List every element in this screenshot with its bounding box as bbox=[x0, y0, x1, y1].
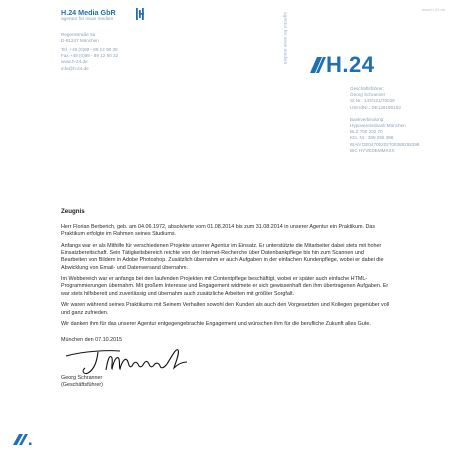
company-address bbox=[61, 32, 99, 44]
footer-logo-icon bbox=[11, 434, 33, 445]
letter-subject: Zeugnis bbox=[61, 208, 85, 215]
handwritten-signature bbox=[64, 342, 189, 376]
place-date: München den 07.10.2015 bbox=[61, 337, 123, 343]
letter-paragraph: Herr Florian Berberich, geb. am 04.06.1972, absolvierte vom 01.08.2014 bis zum 31.08.2014 in unserer Agentur ein Praktikum. Das Praktikum erfolgte im Rahmen seines Studiums. bbox=[61, 224, 376, 238]
signer-name: Georg Schranner bbox=[61, 375, 103, 381]
signer-title: (Geschäftsführer) bbox=[61, 382, 103, 389]
bank-line: BIC HYVEDEMMXXX bbox=[350, 147, 395, 153]
management-line: St.Nr.: 143/121/70029 bbox=[350, 98, 395, 104]
letter-paragraph: Wir danken ihm für das unserer Agentur entgegengebrachte Engagement und wünschen ihm für die berufliche Zukunft alles Gute. bbox=[61, 321, 371, 328]
company-name: H.24 Media GbR bbox=[61, 8, 116, 17]
address-line: D-81247 München bbox=[61, 38, 99, 44]
logo-text: H.24 bbox=[326, 52, 375, 77]
phone-line: Tel. +49 (0)89 - 89 12 90 30 bbox=[61, 47, 118, 52]
email-line: info@h-24.de bbox=[61, 65, 89, 71]
bank-line: Kto. Nr.: 389 255 398 bbox=[350, 135, 394, 141]
letter-paragraph: Wir waren während seines Praktikums mit Seinem Verhalten sowohl den Kunden als auch den Vorgesetzten und Kollegen gegenüber voll und ganz zufrieden. bbox=[61, 302, 390, 316]
bank-line: Hypovereinsbank München bbox=[350, 123, 406, 129]
fax-line: Fax +49 (0)89 - 89 12 90 32 bbox=[61, 53, 119, 59]
sidebar-info bbox=[350, 86, 446, 154]
logo-slashes-icon bbox=[306, 57, 326, 73]
letter-paragraph: Im Webbereich war er anfangs bei den laufenden Projekten mit Contentpflege beschäftigt, wobei er später auch einfache HTML-Programmierungen übernahm. Mit großem Interesse und Engagement widmete er sich gewissenhaft den ihm übertragenen Aufgaben. Er war stets hilfsbereit und zuverlässig und übernahm auch zusätzliche Arbeiten mit größter Sorgfalt. bbox=[61, 276, 389, 297]
address-line: Regentstraße 5a bbox=[61, 32, 96, 37]
management-line: Georg Schranner bbox=[350, 92, 386, 98]
company-contact bbox=[61, 47, 118, 72]
bank-label: Bankverbindung: bbox=[350, 116, 385, 122]
bank-line: IBAN DE04700202700389255398 bbox=[350, 141, 420, 147]
management-line: USt-IdNr.: DE128180153 bbox=[350, 104, 401, 110]
signer-block bbox=[61, 375, 103, 390]
website-top: www.h-24.de bbox=[421, 7, 445, 12]
letter-paragraph: Anfangs war er als Mithilfe für verschiedenen Projekte unserer Agentur im Einsatz. Er unterstützte die Mitarbeiter dabei stets mit hoher Einsatzbereitschaft. Sein Tätigkeitsbereich reichte von der Internet-Recherche über Datenbankpflege bis hin zum Scannen und Bearbeiten von Bildern in Adobe Photoshop. Zusätzlich übernahm er auch Aufgaben in der einfachen Kundenpflege, wobei er dabei die Abwicklung von Email- und Datenversand übernahm. bbox=[61, 242, 384, 271]
brand-logo bbox=[306, 52, 374, 78]
website-line: www.h-24.de bbox=[61, 59, 88, 65]
letter-body bbox=[61, 224, 391, 333]
company-tagline: agentur für neue medien bbox=[61, 17, 114, 22]
small-logo-icon bbox=[136, 8, 144, 20]
bank-line: BLZ 700 202 70 bbox=[350, 129, 383, 135]
vertical-tagline: agentur für neue medien bbox=[282, 12, 287, 65]
management-label: Geschäftsführer: bbox=[350, 86, 384, 91]
